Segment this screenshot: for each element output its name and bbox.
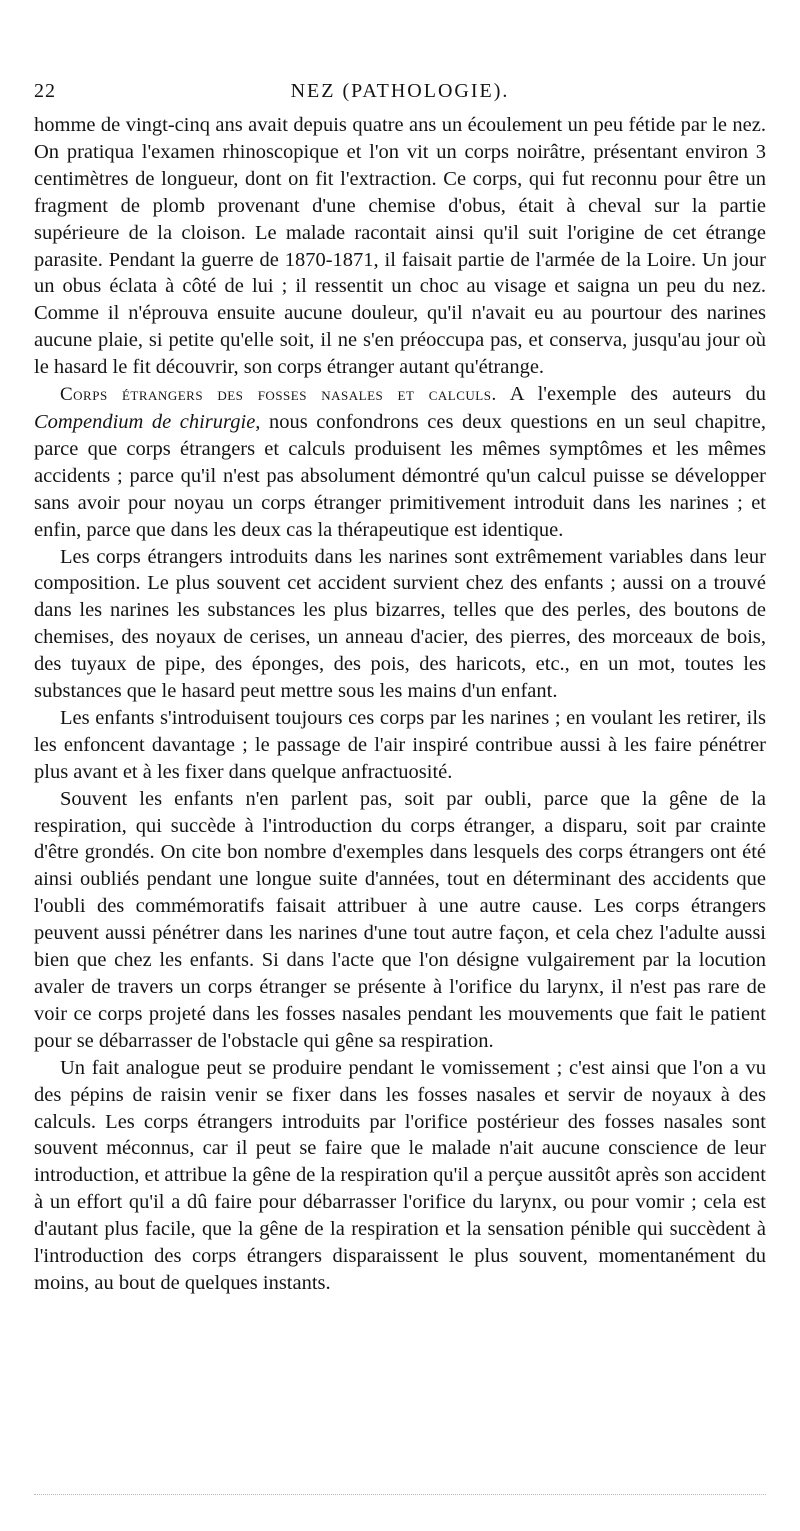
paragraph-lead: A l'exemple des auteurs du: [509, 383, 766, 406]
paragraph-text: nous confondrons ces deux questions en un seul chapitre, parce que corps étrangers et calculs produisent les mêmes symptômes et les mêmes accidents ; parce qu'il n'est pas absolument démontré qu'un calcul puisse se développer sans avoir pour noyau un corps étranger primitivement introduit dans les narines ; et enfin, parce que dans les deux cas la thérapeutique est identique.: [34, 410, 766, 541]
paragraph: Souvent les enfants n'en parlent pas, soit par oubli, parce que la gêne de la respiration, qui succède à l'introduction du corps étranger, a disparu, soit par crainte d'être grondés. On cite bon nombre d'exemples dans lesquels des corps étrangers ont été ainsi oubliés pendant une longue suite d'années, tout en déterminant des accidents que l'oubli des commémoratifs faisait attribuer à une autre cause. Les corps étrangers peuvent aussi pénétrer dans les narines d'une tout autre façon, et cela chez l'adulte aussi bien que chez les enfants. Si dans l'acte que l'on désigne vulgairement par la locution avaler de travers un corps étranger se présente à l'orifice du larynx, il n'est pas rare de voir ce corps projeté dans les fosses nasales pendant les mouvements que fait le patient pour se débarrasser de l'obstacle qui gêne sa respiration.: [34, 787, 766, 1052]
scan-noise-line: [34, 1494, 766, 1497]
paragraph: Les corps étrangers introduits dans les narines sont extrêmement variables dans leur composition. Le plus souvent cet accident survient chez des enfants ; aussi on a trouvé dans les narines les substances les plus bizarres, telles que des perles, des boutons de chemises, des noyaux de cerises, un anneau d'acier, des pierres, des morceaux de bois, des tuyaux de pipe, des éponges, des pois, des haricots, etc., en un mot, toutes les substances que le hasard peut mettre sous les mains d'un enfant.: [34, 545, 766, 703]
running-head-title: NEZ (PATHOLOGIE).: [290, 80, 510, 102]
book-page: [34, 80, 766, 1297]
page-number: 22: [34, 80, 56, 102]
body-text: [34, 112, 766, 1297]
paragraph: Un fait analogue peut se produire pendant le vomissement ; c'est ainsi que l'on a vu des pépins de raisin venir se fixer dans les fosses nasales et servir de noyaux à des calculs. Les corps étrangers introduits par l'orifice postérieur des fosses nasales sont souvent méconnus, car il peut se faire que le malade n'ait aucune conscience de leur introduction, et attribue la gêne de la respiration qu'il a perçue aussitôt après son accident à un effort qu'il a dû faire pour débarrasser l'orifice du larynx, ou pour vomir ; cela est d'autant plus facile, que la gêne de la respiration et la sensation pénible qui succèdent à l'introduction des corps étrangers disparaissent le plus souvent, momentanément du moins, au bout de quelques instants.: [34, 1056, 766, 1294]
paragraph: Les enfants s'introduisent toujours ces corps par les narines ; en voulant les retirer, ils les enfoncent davantage ; le passage de l'air inspiré contribue aussi à les faire pénétrer plus avant et à les fixer dans quelque anfractuosité.: [34, 706, 766, 783]
paragraph-section-start: [34, 381, 766, 543]
section-heading: Corps étrangers des fosses nasales et calculs.: [60, 384, 497, 406]
paragraph-continuation: homme de vingt-cinq ans avait depuis quatre ans un écoulement un peu fétide par le nez. On pratiqua l'examen rhinoscopique et l'on vit un corps noirâtre, présentant environ 3 centimètres de longueur, dont on fit l'extraction. Ce corps, qui fut reconnu pour être un fragment de plomb provenant d'une chemise d'obus, était à cheval sur la partie supérieure de la cloison. Le malade racontait ainsi qu'il suit l'origine de cet étrange parasite. Pendant la guerre de 1870-1871, il faisait partie de l'armée de la Loire. Un jour un obus éclata à côté de lui ; il ressentit un choc au visage et saigna un peu du nez. Comme il n'éprouva ensuite aucune douleur, qu'il n'avait eu au pourtour des narines aucune plaie, si petite qu'elle soit, il ne s'en préoccupa pas, et conserva, jusqu'au jour où le hasard le fit découvrir, son corps étranger autant qu'étrange.: [34, 114, 766, 379]
work-title: Compendium de chirurgie,: [34, 410, 261, 433]
running-head: [34, 80, 766, 112]
